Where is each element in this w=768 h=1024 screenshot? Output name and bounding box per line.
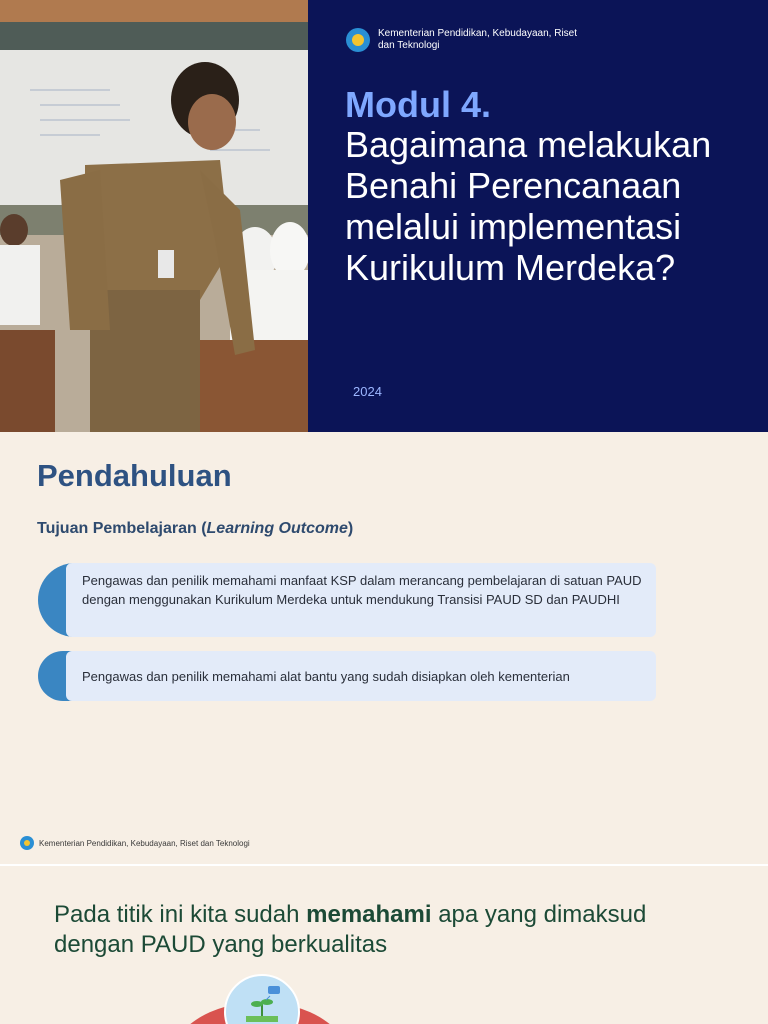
classroom-photo — [0, 0, 308, 432]
subtitle-prefix: Tujuan Pembelajaran ( — [37, 520, 207, 537]
outcome-text: Pengawas dan penilik memahami alat bantu yang sudah disiapkan oleh kementerian — [82, 669, 570, 684]
outcome-text: Pengawas dan penilik memahami manfaat KSP dalam merancang pembelajaran di satuan PAUD dengan menggunakan Kurikulum Merdeka untuk mendukung Transisi PAUD SD dan PAUDHI — [82, 573, 642, 607]
statement-after: apa yang dimaksud dengan PAUD yang berkualitas — [54, 901, 647, 958]
ministry-name: Kementerian Pendidikan, Kebudayaan, Riset dan Teknologi — [378, 28, 578, 51]
watering-plant-icon — [224, 974, 300, 1024]
intro-slide — [0, 432, 768, 864]
module-title: Bagaimana melakukan Benahi Perencanaan melalui implementasi Kurikulum Merdeka? — [345, 124, 712, 288]
slide-heading: Pendahuluan — [37, 458, 232, 493]
year-label: 2024 — [353, 384, 382, 399]
statement-before: Pada titik ini kita sudah — [54, 901, 307, 928]
subtitle-suffix: ) — [347, 520, 354, 537]
quality-slide — [0, 866, 768, 1024]
ministry-logo-icon — [20, 836, 34, 850]
subtitle-italic: Learning Outcome — [206, 520, 348, 537]
ministry-header — [346, 28, 578, 52]
title-panel — [308, 0, 768, 432]
plant-illustration — [226, 976, 298, 1024]
tut-wuri-handayani-logo-icon — [346, 28, 370, 52]
statement-bold: memahami — [306, 901, 432, 928]
footer-ministry-name: Kementerian Pendidikan, Kebudayaan, Riset dan Teknologi — [39, 838, 250, 848]
slide-footer — [20, 836, 250, 850]
outcome-card-1 — [38, 563, 656, 637]
teacher-classroom-image — [0, 0, 308, 432]
slide-statement — [54, 900, 674, 960]
learning-outcome-subtitle — [37, 520, 353, 538]
module-number: Modul 4. — [345, 84, 491, 125]
title-slide — [0, 0, 768, 432]
outcome-card-2 — [38, 651, 656, 701]
